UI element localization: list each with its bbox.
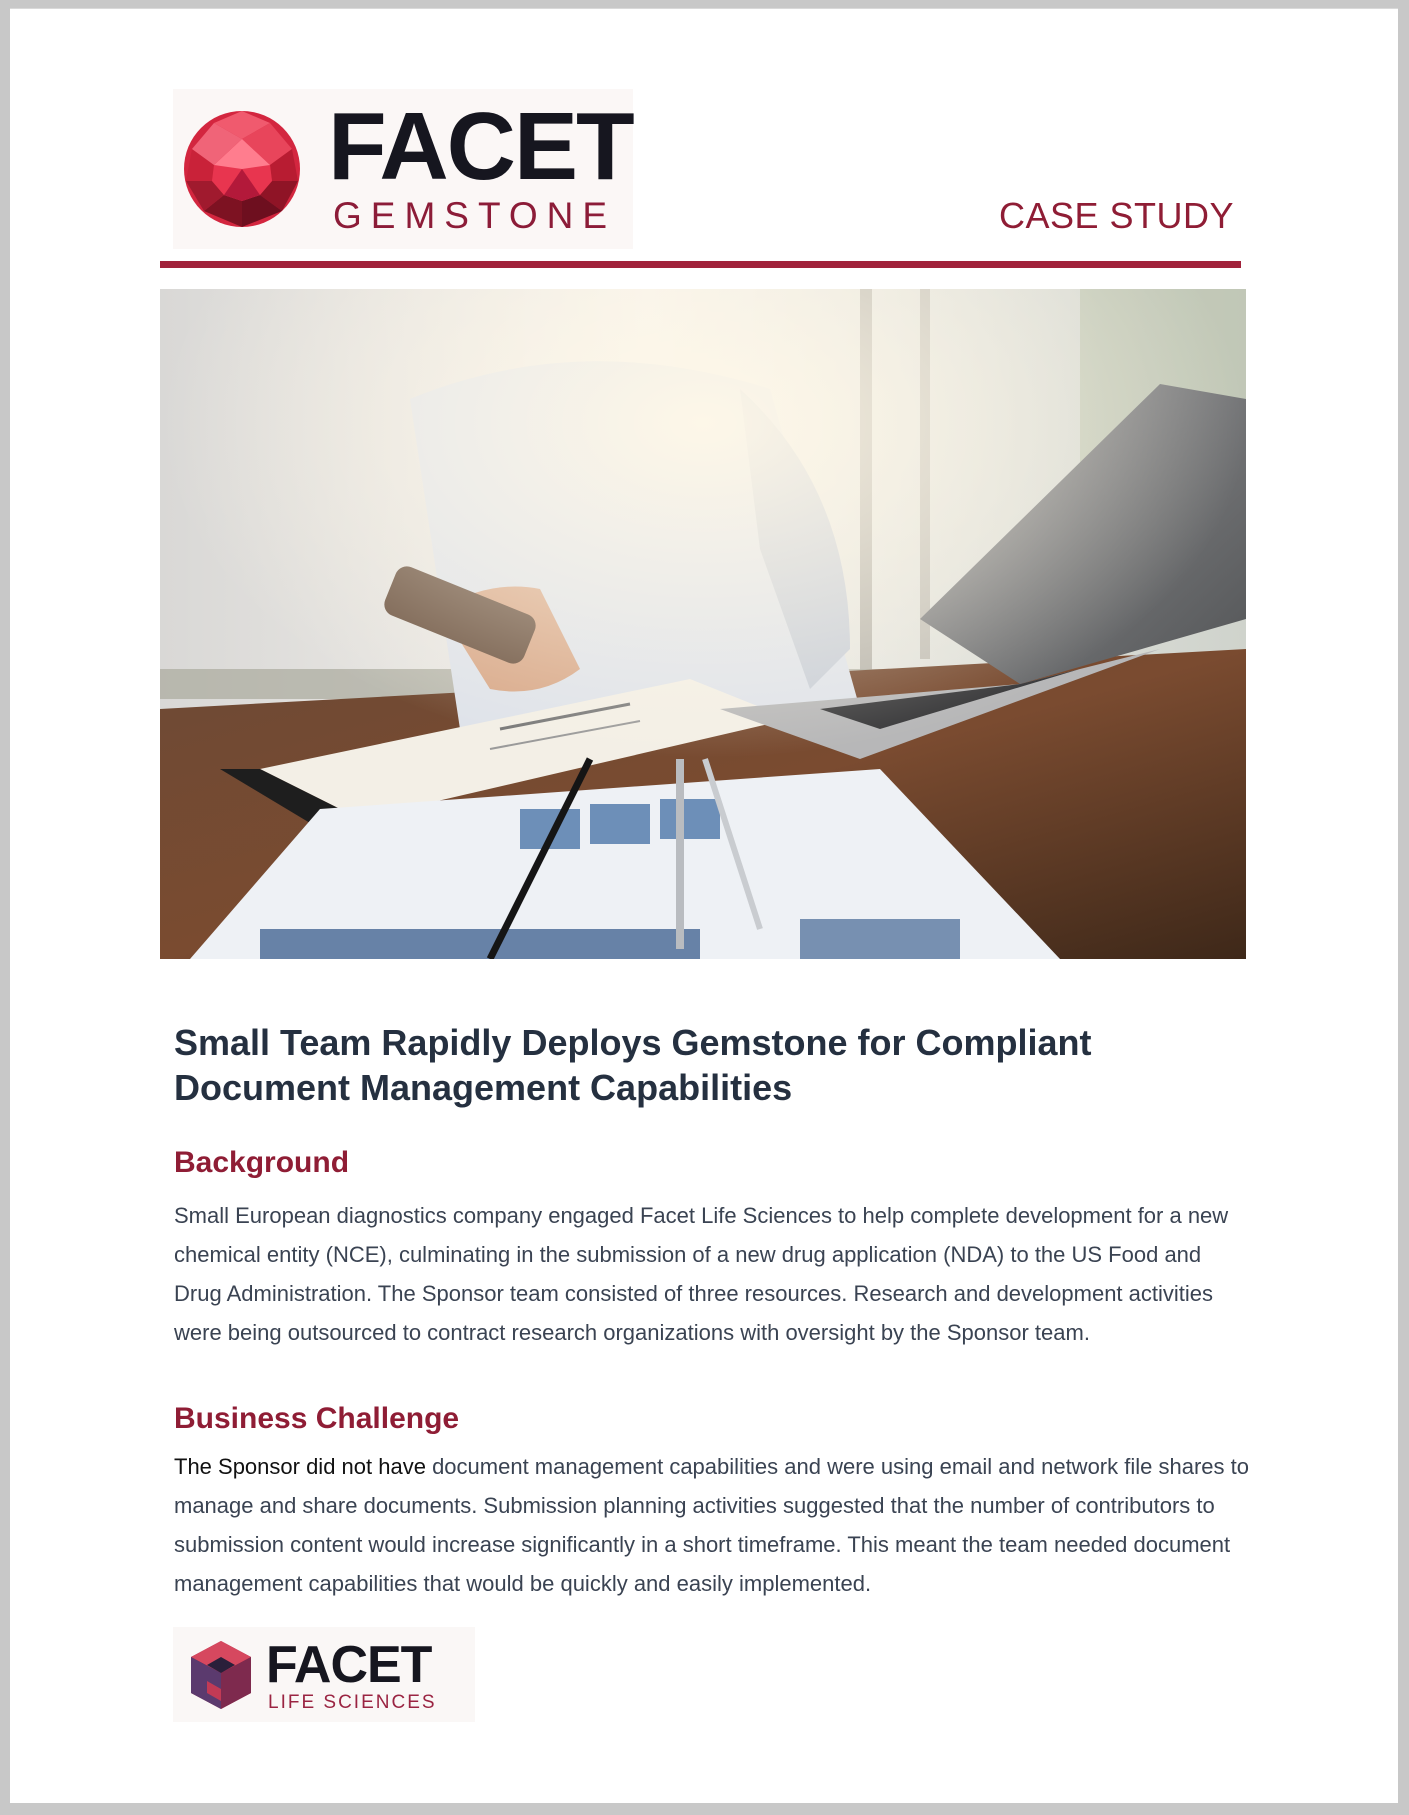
facet-life-sciences-logo bbox=[173, 1627, 475, 1722]
section-body-business-challenge bbox=[174, 1447, 1254, 1603]
document-page bbox=[10, 8, 1398, 1803]
hero-image bbox=[160, 289, 1246, 959]
footer-logo-wordmark: FACET bbox=[266, 1636, 432, 1694]
facet-gemstone-logo bbox=[173, 89, 633, 249]
cube-icon bbox=[187, 1639, 255, 1711]
header-divider bbox=[160, 261, 1241, 268]
footer-logo-subtitle: LIFE SCIENCES bbox=[268, 1692, 437, 1713]
body-rest-text: document management capabilities and were using email and network file shares to manage and share documents. Submission planning activities suggested that the number of contributors to submission content would increase significantly in a short timeframe. This meant the team needed document management capabilities that would be quickly and easily implemented. bbox=[174, 1454, 1249, 1596]
section-heading-background: Background bbox=[174, 1146, 350, 1179]
body-lead-text: The Sponsor did not have bbox=[174, 1454, 426, 1479]
logo-subtitle: GEMSTONE bbox=[333, 195, 617, 236]
gemstone-icon bbox=[182, 109, 302, 229]
logo-wordmark: FACET bbox=[328, 93, 633, 200]
article-title: Small Team Rapidly Deploys Gemstone for Compliant Document Management Capabilities bbox=[174, 1022, 1092, 1108]
section-body-background: Small European diagnostics company engaged Facet Life Sciences to help complete development for a new chemical entity (NCE), culminating in the submission of a new drug application (NDA) to the US Food and Drug Administration. The Sponsor team consisted of three resources. Research and development activities were being outsourced to contract research organizations with oversight by the Sponsor team. bbox=[174, 1203, 1229, 1345]
case-study-label: CASE STUDY bbox=[998, 195, 1234, 236]
section-heading-business-challenge: Business Challenge bbox=[174, 1402, 460, 1435]
